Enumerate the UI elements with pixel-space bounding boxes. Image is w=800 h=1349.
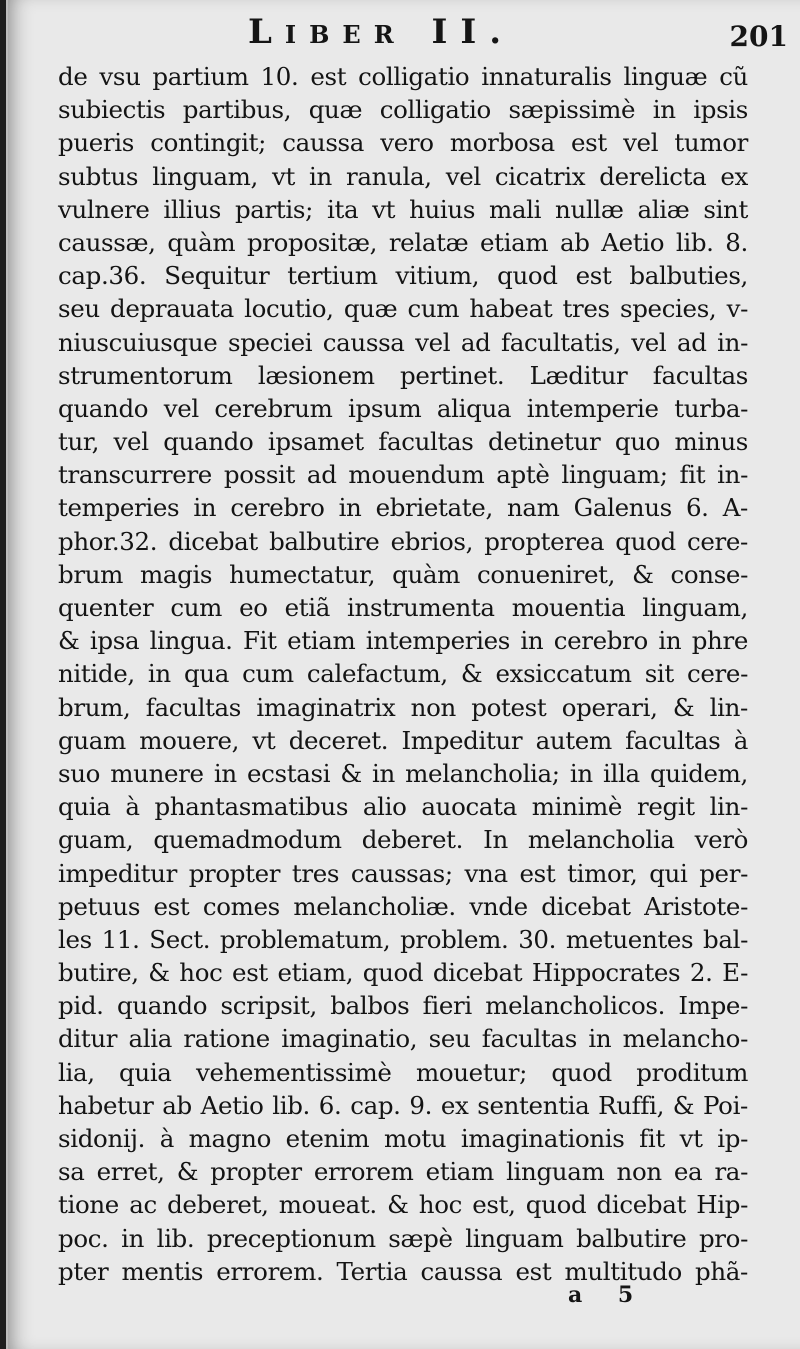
text-line: guam, quemadmodum deberet. In melancholia verò [58,825,748,855]
text-line: nitide, in qua cum calefactum, & exsiccatum sit cere- [58,659,748,689]
running-title: Liber II. [248,12,515,52]
page-number: 201 [729,20,788,53]
text-line: quia à phantasmatibus alio auocata minimè regit lin- [58,792,748,822]
text-line: petuus est comes melancholiæ. vnde dicebat Aristote- [58,891,748,921]
text-line: guam mouere, vt deceret. Impeditur autem facultas à [58,725,748,755]
text-line: pter mentis errorem. Tertia caussa est multitudo phã- [58,1256,748,1286]
body-text [58,60,748,1288]
book-page [6,0,800,1349]
page-header [8,8,800,64]
text-line: phor.32. dicebat balbutire ebrios, propterea quod cere- [58,526,748,556]
text-line: & ipsa lingua. Fit etiam intemperies in cerebro in phre [58,626,748,656]
text-line: de vsu partium 10. est colligatio innaturalis linguæ cũ [58,62,748,91]
text-line: tur, vel quando ipsamet facultas detinetur quo minus [58,427,748,457]
text-line: pueris contingit; caussa vero morbosa est vel tumor [58,128,748,158]
text-line: pid. quando scripsit, balbos fieri melancholicos. Impe- [58,991,748,1021]
text-line: tione ac deberet, moueat. & hoc est, quod dicebat Hip- [58,1190,748,1220]
signature-mark: a 5 [568,1282,648,1308]
text-line: sa erret, & propter errorem etiam linguam non ea ra- [58,1157,748,1187]
text-line: quando vel cerebrum ipsum aliqua intemperie turba- [58,393,748,423]
text-line: caussæ, quàm propositæ, relatæ etiam ab Aetio lib. 8. [58,227,748,257]
text-line: temperies in cerebro in ebrietate, nam Galenus 6. A- [58,493,748,523]
text-line: poc. in lib. preceptionum sæpè linguam balbutire pro- [58,1223,748,1253]
text-line: impeditur propter tres caussas; vna est timor, qui per- [58,858,748,888]
text-line: strumentorum læsionem pertinet. Læditur facultas [58,360,748,390]
text-line: butire, & hoc est etiam, quod dicebat Hippocrates 2. E- [58,958,748,988]
text-line: lia, quia vehementissimè mouetur; quod proditum [58,1057,748,1087]
text-line: subiectis partibus, quæ colligatio sæpissimè in ipsis [58,95,748,125]
text-line: habetur ab Aetio lib. 6. cap. 9. ex sententia Ruffi, & Poi- [58,1090,748,1120]
text-line: seu deprauata locutio, quæ cum habeat tres species, v- [58,294,748,324]
text-line: suo munere in ecstasi & in melancholia; in illa quidem, [58,758,748,788]
text-line: quenter cum eo etiã instrumenta mouentia linguam, [58,593,748,622]
text-line: transcurrere possit ad mouendum aptè linguam; fit in- [58,460,748,490]
text-line: niuscuiusque speciei caussa vel ad facultatis, vel ad in- [58,327,748,357]
text-line: cap.36. Sequitur tertium vitium, quod est balbuties, [58,261,748,291]
text-line: sidonij. à magno etenim motu imaginationis fit vt ip- [58,1124,748,1153]
text-line: brum magis humectatur, quàm conueniret, & conse- [58,559,748,589]
text-line: subtus linguam, vt in ranula, vel cicatrix derelicta ex [58,161,748,191]
text-line: brum, facultas imaginatrix non potest operari, & lin- [58,692,748,722]
text-line: vulnere illius partis; ita vt huius mali nullæ aliæ sint [58,194,748,224]
text-line: les 11. Sect. problematum, problem. 30. metuentes bal- [58,924,748,954]
text-line: ditur alia ratione imaginatio, seu facultas in melancho- [58,1024,748,1054]
